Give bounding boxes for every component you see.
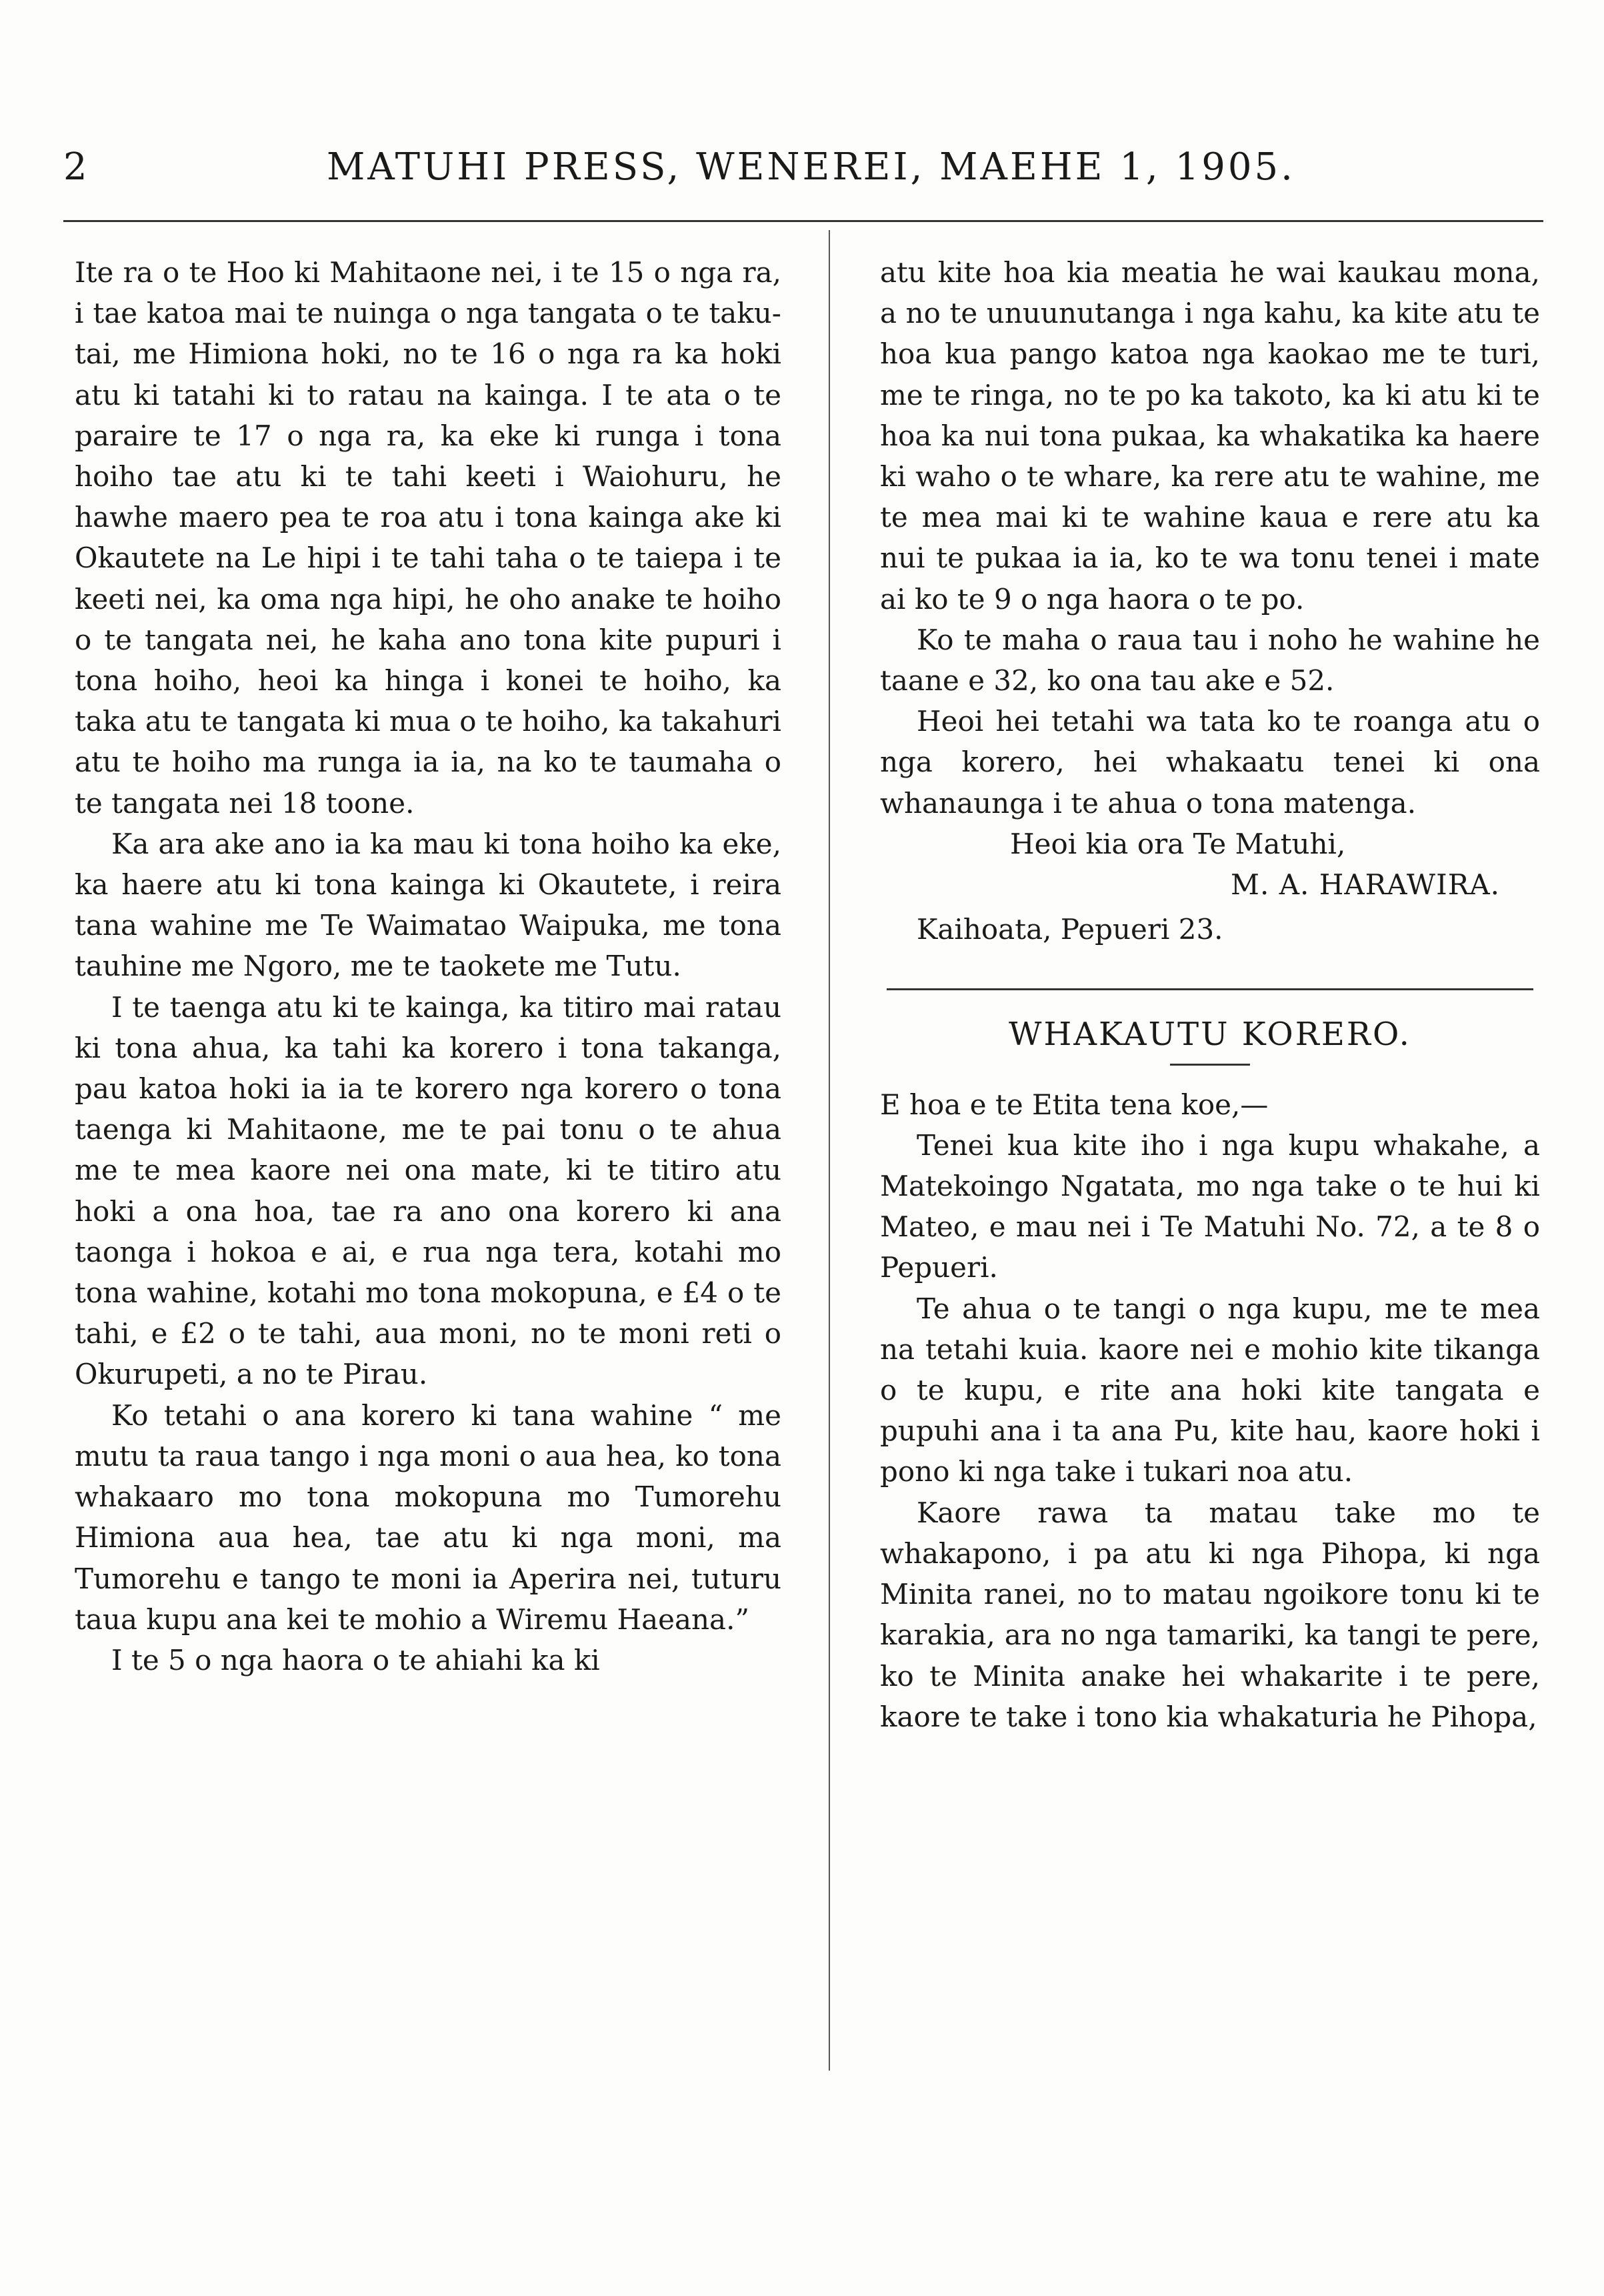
section-divider	[887, 988, 1533, 990]
header-rule	[63, 220, 1543, 222]
signoff-place-date: Kaihoata, Pepueri 23.	[917, 913, 1223, 946]
left-column	[75, 252, 781, 1680]
right-column	[880, 252, 1540, 1737]
article-paragraph: Ko tetahi o ana korero ki tana wahine “ me mutu ta raua tango i nga moni o aua hea, ko tona whakaaro mo tona mokopuna mo Tumorehu Himiona aua hea, tae atu ki nga moni, ma Tumorehu e tango te moni ia Aperira nei, tuturu taua kupu ana kei te mohio a Wiremu Haeana.”	[75, 1398, 781, 1636]
article-paragraph: Ko te maha o raua tau i noho he wahine he taane e 32, ko ona tau ake e 52.	[880, 623, 1540, 698]
letter-salutation: E hoa e te Etita tena koe,—	[880, 1088, 1269, 1121]
running-head: MATUHI PRESS, WENEREI, MAEHE 1, 1905.	[327, 145, 1295, 189]
page-header	[63, 145, 1543, 199]
article-paragraph: Heoi hei tetahi wa tata ko te roanga atu o nga korero, hei whakaatu tenei ki ona whanaunga i te ahua o tona matenga.	[880, 705, 1540, 820]
article-paragraph: I te taenga atu ki te kainga, ka titiro mai ratau ki tona ahua, ka tahi ka korero i tona takanga, pau katoa hoki ia ia te korero nga korero o tona taenga ki Mahitaone, me te pai tonu o te ahua me te mea kaore nei ona mate, ki te titiro atu hoki a ona hoa, tae ra ano ona korero ki ana taonga i hokoa e ai, e rua nga tera, kotahi mo tona wahine, kotahi mo tona mokopuna, e £4 o te tahi, e £2 o te tahi, aua moni, no te moni reti o Okurupeti, a no te Pirau.	[75, 990, 781, 1391]
signoff-name: M. A. HARAWIRA.	[1230, 868, 1500, 902]
article-paragraph: Kaore rawa ta matau take mo te whakapono, i pa atu ki nga Pihopa, ki nga Minita ranei, no to matau ngoikore tonu ki te karakia, ara no nga tamariki, ka tangi te pere, ko te Minita anake hei whakarite i te pere, kaore te take i tono kia whakaturia he Pihopa,	[880, 1496, 1540, 1733]
article-paragraph: Te ahua o te tangi o nga kupu, me te mea na tetahi kuia. kaore nei e mohio kite tikanga o te kupu, e rite ana hoki kite tangata e pupuhi ana i ta ana Pu, kite hau, kaore hoki i pono ki nga take i tukari noa atu.	[880, 1292, 1540, 1488]
article-paragraph: Ka ara ake ano ia ka mau ki tona hoiho ka eke, ka haere atu ki tona kainga ki Okautete, i reira tana wahine me Te Waimatao Waipuka, me tona tauhine me Ngoro, me te taokete me Tutu.	[75, 827, 781, 983]
article-paragraph: atu kite hoa kia meatia he wai kaukau mona, a no te unuunutanga i nga kahu, ka kite atu te hoa kua pango katoa nga kaokao me te turi, me te ringa, no te po ka takoto, ka ki atu ki te hoa ka nui tona pukaa, ka whakatika ka haere ki waho o te whare, ka rere atu te wahine, me te mea mai ki te wahine kaua e rere atu ka nui te pukaa ia ia, ko te wa tonu tenei i mate ai ko te 9 o nga haora o te po.	[880, 256, 1540, 616]
article-paragraph: Ite ra o te Hoo ki Mahitaone nei, i te 15 o nga ra, i tae katoa mai te nuinga o nga tangata o te taku-tai, me Himiona hoki, no te 16 o nga ra ka hoki atu ki tatahi ki to ratau na kainga. I te ata o te paraire te 17 o nga ra, ka eke ki runga i tona hoiho tae atu ki te tahi keeti i Waiohuru, he hawhe maero pea te roa atu i tona kainga ake ki Okautete na Le hipi i te tahi taha o te taiepa i te keeti nei, ka oma nga hipi, he oho anake te hoiho o te tangata nei, he kaha ano tona kite pupuri i tona hoiho, heoi ka hinga i konei te hoiho, ka taka atu te tangata ki mua o te hoiho, ka takahuri atu te hoiho ma runga ia ia, na ko te taumaha o te tangata nei 18 toone.	[75, 256, 781, 820]
title-underline	[1170, 1064, 1250, 1066]
page-number: 2	[63, 145, 87, 189]
article-paragraph: Tenei kua kite iho i nga kupu whakahe, a Matekoingo Ngatata, mo nga take o te hui ki Mateo, e mau nei i Te Matuhi No. 72, a te 8 o Pepueri.	[880, 1128, 1540, 1284]
column-divider	[829, 230, 830, 2071]
article-paragraph: I te 5 o nga haora o te ahiahi ka ki	[111, 1643, 600, 1676]
section-title: WHAKAUTU KORERO.	[1009, 1016, 1411, 1054]
signoff-greeting: Heoi kia ora Te Matuhi,	[1010, 827, 1346, 860]
